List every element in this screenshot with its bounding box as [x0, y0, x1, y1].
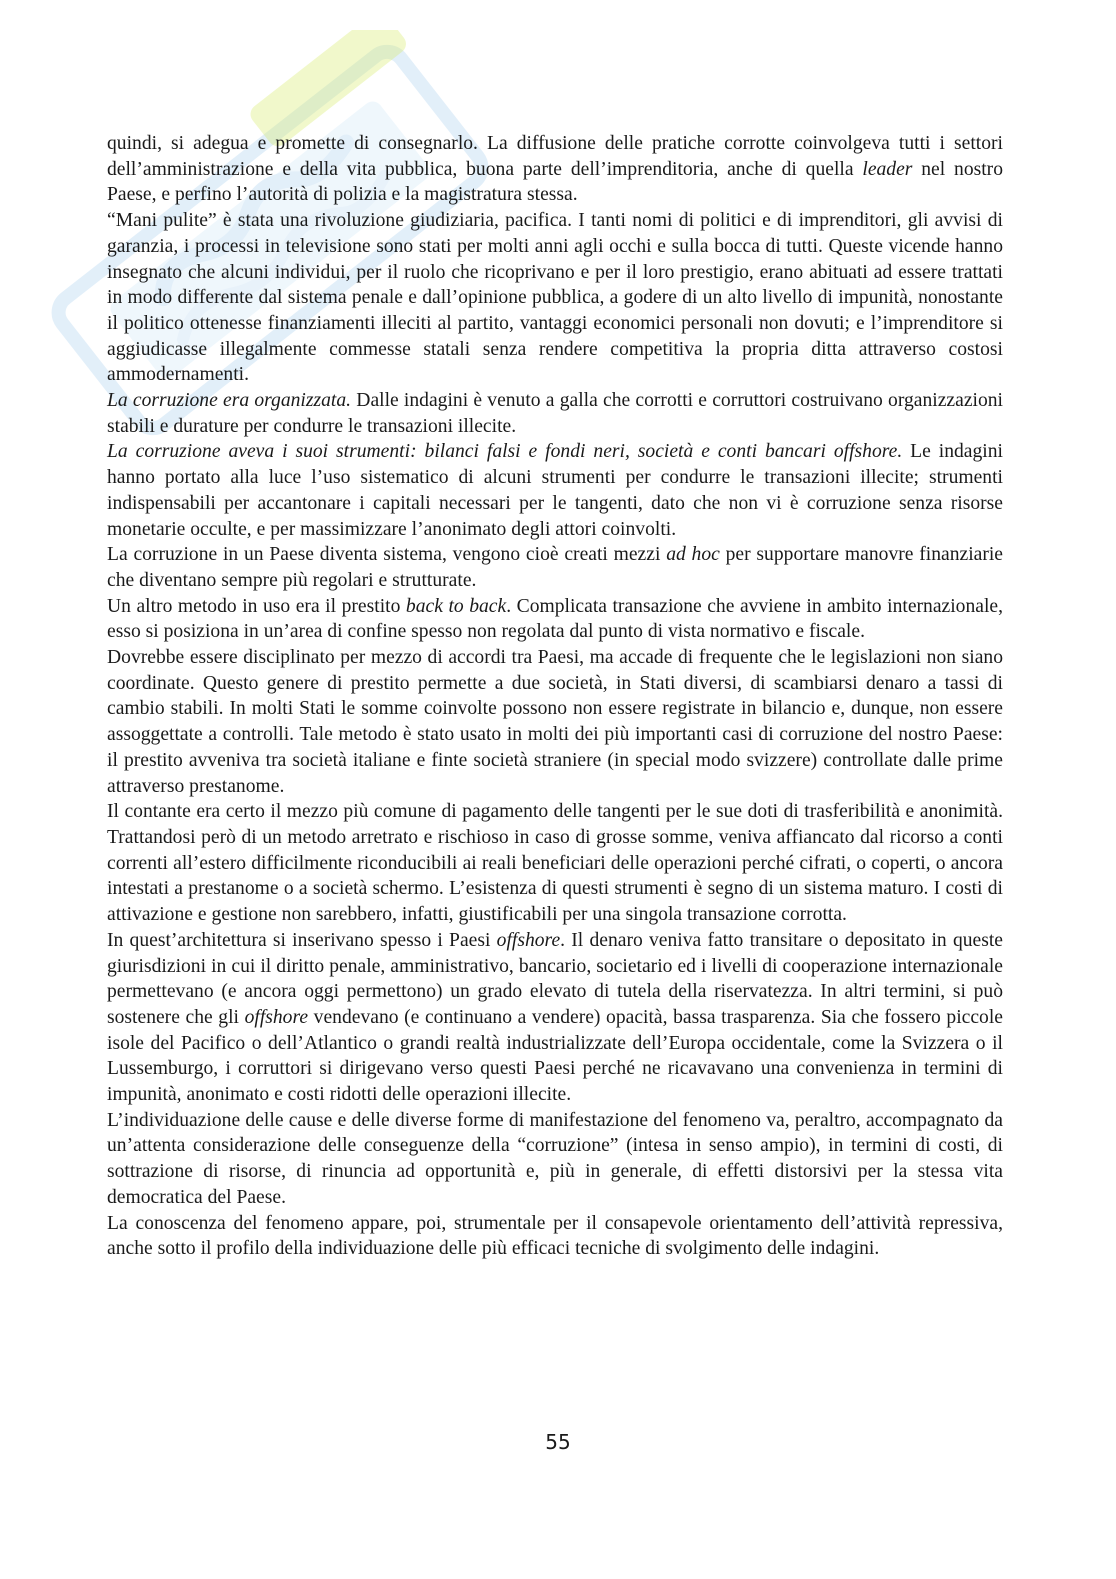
italic-text: La corruzione era organizzata. [107, 390, 352, 412]
text-run: La conoscenza del fenomeno appare, poi, strumentale per il consapevole orientamento dell’attività repressiva, anche sotto il profilo della individuazione delle più efficaci tecniche di svolgimento delle indagini. [107, 1212, 1003, 1260]
text-run: per supportare manovre finanziarie che diventano sempre più regolari e strutturate. [107, 544, 1004, 591]
text-run: nel nostro Paese, e perfino l’autorità di polizia e la magistratura stessa. [107, 158, 1004, 206]
text-run: Dalle indagini è venuto a galla che corrotti e corruttori costruivano organizzazioni stabili e durature per condurre le transazioni illecite. [107, 390, 1004, 437]
italic-text: offshore [244, 1006, 309, 1028]
text-run: Il contante era certo il mezzo più comune di pagamento delle tangenti per le sue doti di trasferibilità e anonimità. Trattandosi però di un metodo arretrato e rischioso in caso di grosse somme, veniva affiancato dal ricorso a conti correnti all’estero difficilmente riconducibili ai reali beneficiari delle operazioni perché cifrati, o coperti, o ancora intestati a prestanome o a società schermo. L’esistenza di questi strumenti è segno di un sistema maturo. I costi di attivazione e gestione non sarebbero, infatti, giustificabili per una singola transazione corrotta. [107, 801, 1003, 926]
text-run: quindi, si adegua e promette di consegnarlo. La diffusione delle pratiche corrotte coinvolgeva tutti i settori dell’amministrazione e della vita pubblica, buona parte dell’imprenditoria, anche di quella [107, 133, 1003, 180]
page-number: 55 [545, 1430, 571, 1454]
text-run: . Il denaro veniva fatto transitare o depositato in queste giurisdizioni in cui il diritto penale, amministrativo, bancario, societario ed i livelli di cooperazione internazionale permettevano (e ancora oggi permettono) un grado elevato di tutela della riservatezza. In altri termini, si può sostenere che gli [107, 929, 1003, 1028]
paragraph [107, 1211, 1003, 1262]
text-run: Un altro metodo in uso era il prestito [107, 595, 406, 617]
paragraph [107, 799, 1003, 928]
text-run: Le indagini hanno portato alla luce l’uso sistematico di alcuni strumenti per condurre le transazioni illecite; strumenti indispensabili per accantonare i capitali necessari per le tangenti, dato che non vi è corruzione senza risorse monetarie occulte, e per massimizzare l’anonimato degli attori coinvolti. [107, 441, 1003, 540]
paragraph [107, 594, 1003, 645]
paragraph [107, 388, 1003, 439]
text-run: L’individuazione delle cause e delle diverse forme di manifestazione del fenomeno va, peraltro, accompagnato da un’attenta considerazione delle conseguenze della “corruzione” (intesa in senso ampio), in termini di costi, di sottrazione di risorse, di rinuncia ad opportunità e, più in generale, di effetti distorsivi per la stessa vita democratica del Paese. [107, 1109, 1003, 1208]
italic-text: La corruzione aveva i suoi strumenti: bilanci falsi e fondi neri, società e conti bancari offshore. [107, 441, 903, 463]
paragraph [107, 439, 1003, 542]
text-run: “Mani pulite” è stata una rivoluzione giudiziaria, pacifica. I tanti nomi di politici e di imprenditori, gli avvisi di garanzia, i processi in televisione sono stati per molti anni agli occhi e sulla bocca di tutti. Queste vicende hanno insegnato che alcuni individui, per il ruolo che ricoprivano e per il loro prestigio, erano abituati ad essere trattati in modo differente dal sistema penale e dall’opinione pubblica, a godere di un alto livello di impunità, nonostante il politico ottenesse finanziamenti illeciti al partito, vantaggi economici personali non dovuti; e l’imprenditore si aggiudicasse illegalmente commesse statali senza rendere competitiva la propria ditta attraverso costosi ammodernamenti. [107, 210, 1003, 386]
page-body [107, 131, 1003, 1262]
italic-text: back to back [405, 595, 507, 617]
italic-text: ad hoc [666, 544, 720, 566]
text-run: . Complicata transazione che avviene in ambito internazionale, esso si posiziona in un’area di confine spesso non regolata dal punto di vista normativo e fiscale. [107, 595, 1003, 643]
text-run: Dovrebbe essere disciplinato per mezzo di accordi tra Paesi, ma accade di frequente che le legislazioni non siano coordinate. Questo genere di prestito permette a due società, in Stati diversi, di scambiarsi denaro a tassi di cambio stabili. In molti Stati le somme coinvolte possono non essere registrate in bilancio e, dunque, non essere assoggettate a controlli. Tale metodo è stato usato in molti dei più importanti casi di corruzione del nostro Paese: il prestito avveniva tra società italiane e finte società straniere (in special modo svizzere) controllate dalle prime attraverso prestanome. [107, 647, 1003, 797]
italic-text: offshore [496, 929, 561, 951]
paragraph [107, 928, 1003, 1108]
text-run: In quest’architettura si inserivano spesso i Paesi [107, 929, 497, 951]
text-run: La corruzione in un Paese diventa sistema, vengono cioè creati mezzi [107, 544, 667, 566]
text-run: vendevano (e continuano a vendere) opacità, bassa trasparenza. Sia che fossero piccole isole del Pacifico o dell’Atlantico o grandi realtà industrializzate dell’Europa occidentale, come la Svizzera o il Lussemburgo, i corruttori si dirigevano verso questi Paesi perché ne ricavavano una convenienza in termini di impunità, anonimato e costi ridotti delle operazioni illecite. [107, 1006, 1003, 1106]
italic-text: leader [862, 158, 913, 180]
paragraph [107, 542, 1003, 593]
paragraph [107, 1108, 1003, 1211]
paragraph [107, 645, 1003, 799]
paragraph [107, 208, 1003, 388]
paragraph [107, 131, 1003, 208]
